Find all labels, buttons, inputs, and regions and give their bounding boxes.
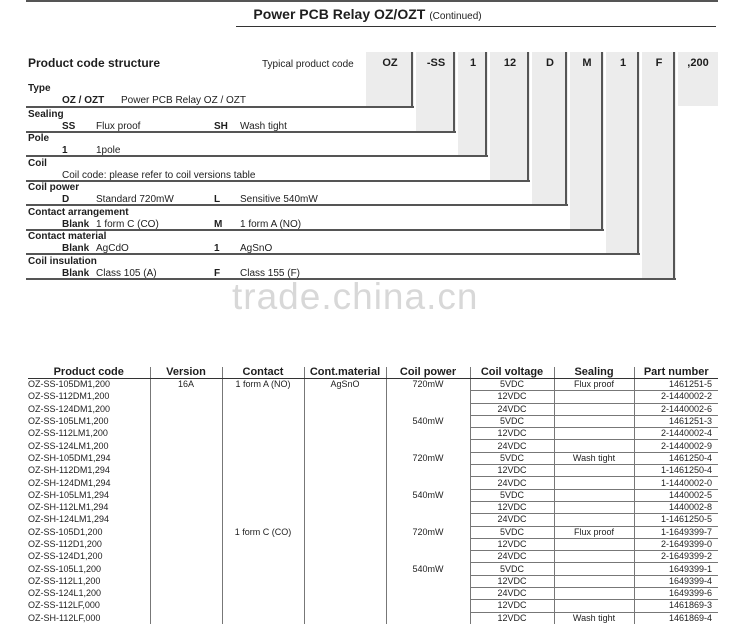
table-cell: OZ-SS-124DM1,200 [28, 403, 111, 414]
table-cell: OZ-SS-112LF,000 [28, 600, 100, 611]
code-part-connector [453, 52, 455, 131]
table-cell [304, 514, 386, 526]
table-row [28, 551, 718, 563]
table-row [28, 379, 718, 391]
table-cell: 1440002-5 [634, 489, 718, 501]
column-header: Version [150, 367, 222, 379]
option-desc: AgSnO [240, 243, 273, 254]
code-part-connector [673, 52, 675, 278]
table-cell: OZ-SS-112D1,200 [28, 539, 102, 549]
table-row [28, 600, 718, 612]
table-cell: 24VDC [470, 477, 554, 489]
table-cell: 2-1440002-2 [634, 391, 718, 403]
option-desc: 1 form C (CO) [96, 219, 159, 230]
table-cell [304, 526, 386, 538]
table-cell [150, 477, 222, 489]
table-cell [222, 551, 304, 563]
section-rule [26, 0, 718, 2]
table-cell: OZ-SS-124D1,200 [28, 551, 103, 562]
table-body [28, 379, 718, 624]
table-cell: 1649399-4 [634, 575, 718, 587]
table-cell [222, 452, 304, 464]
table-cell [386, 465, 470, 477]
option-desc: Class 105 (A) [96, 268, 157, 279]
table-cell [222, 428, 304, 440]
structure-heading: Product code structure [28, 56, 161, 70]
option-desc: Standard 720mW [96, 194, 174, 205]
table-cell [150, 538, 222, 550]
table-cell: Flux proof [554, 379, 634, 391]
table-cell [554, 489, 634, 501]
table-row [28, 489, 718, 501]
option-desc: AgCdO [96, 243, 129, 254]
table-cell: OZ-SH-124DM1,294 [28, 477, 111, 488]
table-cell: 2-1649399-2 [634, 551, 718, 563]
code-part-4: D [532, 52, 568, 204]
title-rule [236, 26, 716, 27]
table-cell [222, 403, 304, 415]
column-header: Coil power [386, 367, 470, 379]
table-row [28, 477, 718, 489]
table-cell [222, 501, 304, 513]
table-cell: 1-1461250-5 [634, 514, 718, 526]
table-cell: 1461869-4 [634, 612, 718, 624]
table-row [28, 428, 718, 440]
table-cell [304, 428, 386, 440]
table-cell [150, 514, 222, 526]
table-cell: OZ-SH-112DM1,294 [28, 465, 110, 476]
table-cell: 1461250-4 [634, 452, 718, 464]
table-cell [554, 440, 634, 452]
option-code: SH [214, 121, 228, 132]
table-cell: 12VDC [470, 600, 554, 612]
table-cell [386, 600, 470, 612]
table-cell [150, 465, 222, 477]
watermark: trade.china.cn [232, 276, 479, 317]
code-part-connector [485, 52, 487, 155]
table-cell: 540mW [386, 489, 470, 501]
table-cell [304, 600, 386, 612]
table-cell [304, 403, 386, 415]
table-cell: 12VDC [470, 612, 554, 624]
table-cell [304, 588, 386, 600]
code-part-2: 1 [458, 52, 488, 155]
table-cell [304, 612, 386, 624]
typical-code-label: Typical product code [262, 59, 354, 70]
table-cell [554, 538, 634, 550]
table-cell: OZ-SH-124LM1,294 [28, 514, 110, 525]
option-code: 1 [62, 145, 68, 156]
table-cell: OZ-SS-124L1,200 [28, 588, 102, 599]
section-name: Contact material [28, 231, 107, 242]
table-cell: 24VDC [470, 551, 554, 563]
table-cell: 5VDC [470, 489, 554, 501]
table-cell [150, 600, 222, 612]
column-header: Cont.material [304, 367, 386, 379]
table-row [28, 415, 718, 427]
column-header: Coil voltage [470, 367, 554, 379]
option-desc: Flux proof [96, 121, 141, 132]
table-cell [304, 440, 386, 452]
table-cell [150, 526, 222, 538]
table-row [28, 563, 718, 575]
table-cell [554, 391, 634, 403]
table-cell [554, 600, 634, 612]
table-cell [386, 551, 470, 563]
table-cell: 12VDC [470, 428, 554, 440]
option-desc: Power PCB Relay OZ / OZT [121, 95, 247, 106]
table-row [28, 588, 718, 600]
table-cell [222, 563, 304, 575]
title-sub: (Continued) [429, 11, 482, 22]
option-desc: Sensitive 540mW [240, 194, 318, 205]
table-cell [386, 538, 470, 550]
table-cell: Flux proof [554, 526, 634, 538]
table-cell: 24VDC [470, 440, 554, 452]
section-rule [26, 106, 414, 108]
table-row [28, 612, 718, 624]
code-part-connector [637, 52, 639, 253]
section-name: Sealing [28, 109, 64, 120]
column-header: Contact [222, 367, 304, 379]
table-row [28, 391, 718, 403]
table-row [28, 526, 718, 538]
title-main: Power PCB Relay OZ/OZT [253, 6, 426, 22]
table-cell: 2-1440002-9 [634, 440, 718, 452]
option-desc: Coil code: please refer to coil versions table [62, 170, 256, 181]
table-cell: 1 form C (CO) [222, 526, 304, 538]
table-row [28, 514, 718, 526]
table-cell [222, 440, 304, 452]
option-code: M [214, 219, 223, 230]
option-desc: Class 155 (F) [240, 268, 301, 279]
table-row [28, 538, 718, 550]
table-cell: 24VDC [470, 514, 554, 526]
table-cell: 1461869-3 [634, 600, 718, 612]
section-name: Coil insulation [28, 256, 97, 267]
table-row [28, 501, 718, 513]
table-cell: OZ-SH-112LF,000 [28, 612, 101, 623]
option-code: D [62, 194, 70, 205]
table-cell: 540mW [386, 415, 470, 427]
table-cell [386, 428, 470, 440]
table-cell: OZ-SS-105LM1,200 [28, 416, 109, 427]
table-cell [554, 563, 634, 575]
table-cell [304, 563, 386, 575]
option-code: Blank [62, 219, 90, 230]
option-code: F [214, 268, 221, 279]
table-cell [150, 588, 222, 600]
table-cell [386, 514, 470, 526]
table-cell [554, 514, 634, 526]
code-part-connector [527, 52, 529, 180]
table-cell [304, 575, 386, 587]
table-cell [304, 551, 386, 563]
table-cell [222, 465, 304, 477]
table-header-row [28, 367, 718, 379]
table-cell: 720mW [386, 379, 470, 391]
option-code: Blank [62, 268, 90, 279]
code-part-3: 12 [490, 52, 530, 180]
table-cell: 2-1440002-6 [634, 403, 718, 415]
table-cell [304, 391, 386, 403]
table-cell: Wash tight [554, 452, 634, 464]
option-code: L [214, 194, 221, 205]
table-cell [554, 403, 634, 415]
table-cell: 5VDC [470, 452, 554, 464]
table-cell [554, 501, 634, 513]
table-cell [150, 391, 222, 403]
section-name: Contact arrangement [28, 207, 129, 218]
table-cell [150, 501, 222, 513]
table-cell: OZ-SH-105DM1,294 [28, 452, 111, 463]
table-cell: 1440002-8 [634, 501, 718, 513]
code-part-6: 1 [606, 52, 640, 253]
table-cell [554, 428, 634, 440]
table-cell: 1-1649399-7 [634, 526, 718, 538]
column-header: Product code [28, 367, 150, 379]
table-cell: OZ-SS-124LM1,200 [28, 440, 109, 451]
table-cell: Wash tight [554, 612, 634, 624]
table-cell [386, 440, 470, 452]
code-part-5: M [570, 52, 604, 229]
option-code: Blank [62, 243, 90, 254]
table-cell [222, 489, 304, 501]
table-cell [304, 538, 386, 550]
table-row [28, 403, 718, 415]
table-cell: 16A [150, 379, 222, 391]
table-cell: 720mW [386, 452, 470, 464]
code-part-connector [411, 52, 413, 106]
section-name: Type [28, 83, 51, 94]
table-cell [386, 403, 470, 415]
code-part-7: F [642, 52, 676, 278]
option-desc: 1pole [96, 145, 121, 156]
table-row [28, 575, 718, 587]
page-title [0, 6, 735, 22]
table-cell [150, 428, 222, 440]
table-cell [386, 501, 470, 513]
table-cell: AgSnO [304, 379, 386, 391]
table-cell: 2-1440002-4 [634, 428, 718, 440]
table-cell [304, 465, 386, 477]
table-cell [304, 452, 386, 464]
table-cell: 24VDC [470, 403, 554, 415]
part-number-table [28, 367, 718, 624]
table-cell: 2-1649399-0 [634, 538, 718, 550]
table-cell [386, 477, 470, 489]
table-cell: 1461251-3 [634, 415, 718, 427]
section-name: Pole [28, 133, 50, 144]
column-header: Part number [634, 367, 718, 379]
table-cell [386, 575, 470, 587]
table-cell [150, 612, 222, 624]
option-code: 1 [214, 243, 220, 254]
section-name: Coil power [28, 182, 80, 193]
table-cell [222, 415, 304, 427]
table-cell [150, 575, 222, 587]
table-cell: OZ-SS-105L1,200 [28, 563, 102, 574]
table-cell: OZ-SS-112LM1,200 [28, 428, 108, 439]
table-cell [222, 391, 304, 403]
option-desc: Wash tight [240, 121, 287, 132]
table-cell [304, 415, 386, 427]
table-cell: 720mW [386, 526, 470, 538]
table-cell: 1-1440002-0 [634, 477, 718, 489]
table-cell [150, 452, 222, 464]
table-cell [150, 551, 222, 563]
table-cell [222, 575, 304, 587]
table-cell [150, 489, 222, 501]
table-cell [554, 477, 634, 489]
table-cell [150, 403, 222, 415]
table-cell: 12VDC [470, 538, 554, 550]
option-desc: 1 form A (NO) [240, 219, 302, 230]
table-cell: OZ-SH-112LM1,294 [28, 502, 109, 513]
option-code: OZ / OZT [62, 95, 105, 106]
table-cell [150, 563, 222, 575]
table-cell: 5VDC [470, 563, 554, 575]
table-cell: OZ-SH-105LM1,294 [28, 489, 110, 500]
code-part-0: OZ [366, 52, 414, 106]
table-cell [386, 588, 470, 600]
table-cell [150, 415, 222, 427]
table-cell [554, 415, 634, 427]
table-cell: 24VDC [470, 588, 554, 600]
table-cell [304, 477, 386, 489]
table-cell [304, 489, 386, 501]
table-cell [222, 600, 304, 612]
table-cell [554, 465, 634, 477]
table-cell [222, 514, 304, 526]
table-cell: 5VDC [470, 415, 554, 427]
table-cell: 1 form A (NO) [222, 379, 304, 391]
table-cell: 540mW [386, 563, 470, 575]
table-cell: OZ-SS-112DM1,200 [28, 391, 110, 402]
table-cell: 5VDC [470, 526, 554, 538]
table-cell: 1649399-6 [634, 588, 718, 600]
table-cell [554, 588, 634, 600]
table-row [28, 452, 718, 464]
table-cell [222, 588, 304, 600]
table-cell: 12VDC [470, 391, 554, 403]
table-cell [222, 538, 304, 550]
section-name: Coil [28, 158, 47, 169]
table-cell: 1-1461250-4 [634, 465, 718, 477]
table-cell: 1649399-1 [634, 563, 718, 575]
table-cell: OZ-SS-112L1,200 [28, 575, 101, 586]
option-code: SS [62, 121, 76, 132]
table-cell [222, 477, 304, 489]
code-part-8: ,200 [678, 52, 718, 106]
table-cell: 12VDC [470, 501, 554, 513]
table-cell: OZ-SS-105D1,200 [28, 526, 103, 537]
table-cell: 12VDC [470, 465, 554, 477]
table-cell [386, 612, 470, 624]
table-cell [554, 575, 634, 587]
column-header: Sealing [554, 367, 634, 379]
table-cell: 1461251-5 [634, 379, 718, 391]
table-cell [304, 501, 386, 513]
code-part-1: -SS [416, 52, 456, 131]
table-cell [222, 612, 304, 624]
table-row [28, 465, 718, 477]
table-row [28, 440, 718, 452]
code-part-connector [565, 52, 567, 204]
table-cell: 12VDC [470, 575, 554, 587]
table-cell: OZ-SS-105DM1,200 [28, 379, 111, 390]
table-cell [386, 391, 470, 403]
code-part-connector [601, 52, 603, 229]
table-cell: 5VDC [470, 379, 554, 391]
table-cell [150, 440, 222, 452]
table-cell [554, 551, 634, 563]
